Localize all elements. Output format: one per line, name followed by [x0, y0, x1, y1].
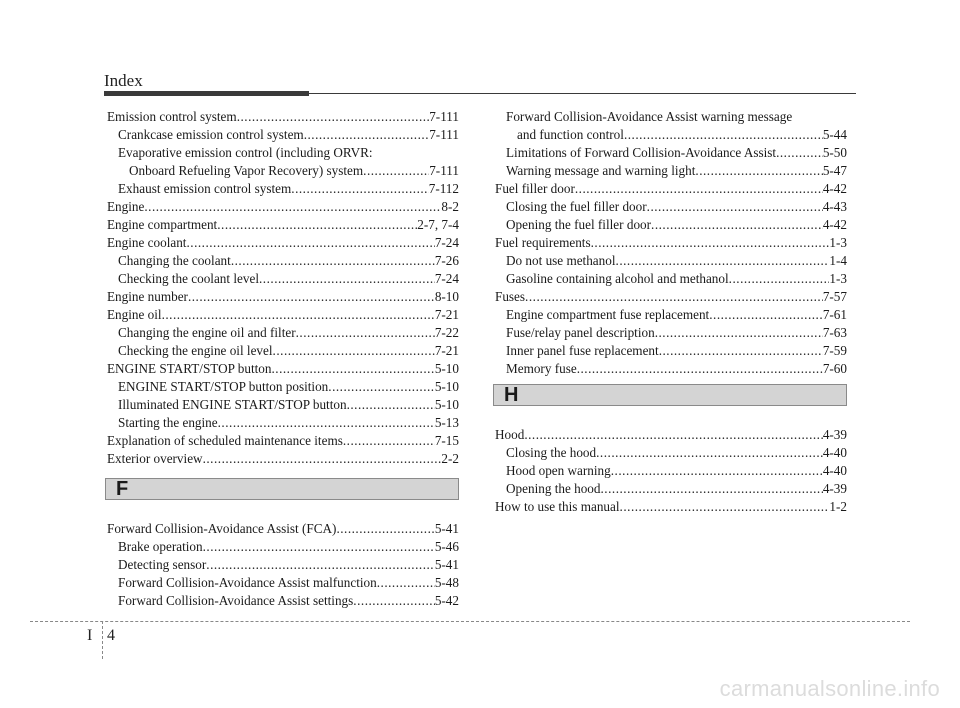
index-entry	[495, 498, 847, 516]
entry-topic: ENGINE START/STOP button	[107, 361, 272, 376]
entry-topic: Engine	[107, 199, 145, 214]
index-entry	[495, 306, 847, 324]
index-entry	[107, 288, 459, 306]
index-entry	[495, 216, 847, 234]
entry-topic: Fuses	[495, 289, 526, 304]
index-entry	[495, 444, 847, 462]
entry-page-ref: 7-111	[429, 127, 459, 142]
dot-leader	[353, 592, 435, 610]
entry-topic: Crankcase emission control system	[118, 127, 304, 142]
index-entry	[495, 480, 847, 498]
index-entry	[107, 360, 459, 378]
footer-rule	[30, 621, 910, 622]
entry-page-ref: 4-40	[822, 445, 847, 460]
entry-topic: Emission control system	[107, 109, 237, 124]
index-list	[107, 108, 459, 468]
entry-topic: Do not use methanol	[506, 253, 616, 268]
entry-page-ref: 4-39	[822, 481, 847, 496]
entry-topic: Hood open warning	[506, 463, 611, 478]
index-entry	[107, 556, 459, 574]
entry-page-ref: 4-42	[822, 217, 847, 232]
dot-leader	[296, 324, 435, 342]
entry-page-ref: 7-21	[434, 307, 459, 322]
index-entry	[495, 360, 847, 378]
entry-topic: Explanation of scheduled maintenance items	[107, 433, 343, 448]
entry-page-ref: 5-48	[434, 575, 459, 590]
entry-topic: Forward Collision-Avoidance Assist warning message	[506, 109, 793, 124]
index-entry	[107, 108, 459, 126]
entry-page-ref: 5-41	[434, 521, 459, 536]
dot-leader	[203, 538, 435, 556]
index-entry	[107, 126, 459, 144]
index-entry	[107, 592, 459, 610]
entry-topic: Checking the engine oil level	[118, 343, 273, 358]
index-entry	[107, 396, 459, 414]
entry-topic: Engine coolant	[107, 235, 187, 250]
entry-topic: Engine number	[107, 289, 188, 304]
entry-topic: Closing the hood	[506, 445, 597, 460]
index-entry	[107, 144, 459, 162]
dot-leader	[328, 378, 435, 396]
page-title: Index	[104, 71, 143, 90]
section-header-h	[493, 384, 847, 406]
entry-page-ref: 7-57	[822, 289, 847, 304]
index-entry	[495, 462, 847, 480]
dot-leader	[206, 556, 435, 574]
entry-page-ref: 1-3	[829, 271, 847, 286]
index-entry	[495, 342, 847, 360]
entry-topic: Engine oil	[107, 307, 162, 322]
dot-leader	[188, 288, 435, 306]
entry-topic: Opening the hood	[506, 481, 601, 496]
index-entry	[107, 450, 459, 468]
entry-topic: Evaporative emission control (including ORVR:	[118, 145, 373, 160]
entry-page-ref: 4-39	[822, 427, 847, 442]
index-entry	[107, 324, 459, 342]
entry-topic: Onboard Refueling Vapor Recovery) system	[129, 163, 364, 178]
dot-leader	[291, 180, 428, 198]
index-column-right	[495, 108, 847, 516]
index-entry	[107, 234, 459, 252]
dot-leader	[343, 432, 435, 450]
section-letter: H	[504, 384, 519, 406]
dot-leader	[591, 234, 830, 252]
index-column-left	[107, 108, 459, 610]
entry-page-ref: 5-10	[434, 397, 459, 412]
dot-leader	[601, 480, 823, 498]
entry-topic: Memory fuse	[506, 361, 577, 376]
index-entry	[495, 198, 847, 216]
entry-page-ref: 7-26	[434, 253, 459, 268]
entry-page-ref: 2-7, 7-4	[417, 217, 459, 232]
entry-topic: Fuel filler door	[495, 181, 575, 196]
index-entry	[495, 288, 847, 306]
index-entry	[495, 252, 847, 270]
entry-page-ref: 4-40	[822, 463, 847, 478]
entry-topic: Inner panel fuse replacement	[506, 343, 659, 358]
dot-leader	[611, 462, 823, 480]
entry-page-ref: 7-61	[822, 307, 847, 322]
entry-page-ref: 1-3	[829, 235, 847, 250]
entry-page-ref: 5-41	[434, 557, 459, 572]
index-list	[107, 520, 459, 610]
index-entry	[107, 216, 459, 234]
entry-topic: Fuel requirements	[495, 235, 591, 250]
dot-leader	[162, 306, 435, 324]
entry-topic: Closing the fuel filler door	[506, 199, 647, 214]
dot-leader	[203, 450, 442, 468]
entry-page-ref: 7-24	[434, 271, 459, 286]
entry-page-ref: 5-10	[434, 379, 459, 394]
entry-page-ref: 7-21	[434, 343, 459, 358]
entry-topic: Warning message and warning light	[506, 163, 696, 178]
index-entry	[107, 432, 459, 450]
dot-leader	[525, 288, 823, 306]
entry-page-ref: 5-13	[434, 415, 459, 430]
entry-page-ref: 7-15	[434, 433, 459, 448]
entry-topic: How to use this manual	[495, 499, 620, 514]
dot-leader	[651, 216, 823, 234]
footer-divider	[102, 621, 103, 659]
entry-topic: Changing the coolant	[118, 253, 231, 268]
dot-leader	[776, 144, 823, 162]
entry-topic: Brake operation	[118, 539, 203, 554]
entry-topic: Limitations of Forward Collision-Avoidance Assist	[506, 145, 777, 160]
entry-topic: Opening the fuel filler door	[506, 217, 652, 232]
entry-topic: Engine compartment fuse replacement	[506, 307, 710, 322]
entry-page-ref: 5-44	[822, 127, 847, 142]
dot-leader	[347, 396, 435, 414]
entry-page-ref: 1-2	[829, 499, 847, 514]
dot-leader	[363, 162, 429, 180]
section-header-f	[105, 478, 459, 500]
dot-leader	[616, 252, 830, 270]
dot-leader	[336, 520, 434, 538]
dot-leader	[231, 252, 435, 270]
dot-leader	[259, 270, 435, 288]
entry-page-ref: 7-63	[822, 325, 847, 340]
entry-topic: Exterior overview	[107, 451, 203, 466]
index-entry	[495, 144, 847, 162]
entry-topic: Detecting sensor	[118, 557, 207, 572]
dot-leader	[577, 360, 823, 378]
dot-leader	[709, 306, 823, 324]
index-entry	[495, 426, 847, 444]
dot-leader	[596, 444, 823, 462]
dot-leader	[655, 324, 823, 342]
dot-leader	[647, 198, 823, 216]
index-entry	[107, 270, 459, 288]
entry-topic: Exhaust emission control system	[118, 181, 292, 196]
entry-topic: Illuminated ENGINE START/STOP button	[118, 397, 347, 412]
entry-page-ref: 5-10	[434, 361, 459, 376]
index-entry	[495, 180, 847, 198]
entry-page-ref: 5-47	[822, 163, 847, 178]
index-entry	[107, 414, 459, 432]
index-entry	[495, 126, 847, 144]
index-entry	[107, 198, 459, 216]
dot-leader	[575, 180, 823, 198]
index-entry	[107, 180, 459, 198]
entry-page-ref: 7-112	[428, 181, 459, 196]
entry-page-ref: 7-60	[822, 361, 847, 376]
dot-leader	[695, 162, 822, 180]
entry-page-ref: 5-42	[434, 593, 459, 608]
dot-leader	[273, 342, 435, 360]
watermark: carmanualsonline.info	[719, 676, 940, 701]
entry-topic: Changing the engine oil and filter	[118, 325, 296, 340]
dot-leader	[237, 108, 430, 126]
entry-topic: Forward Collision-Avoidance Assist malfunction	[118, 575, 377, 590]
entry-page-ref: 2-2	[441, 451, 459, 466]
dot-leader	[217, 216, 417, 234]
entry-page-ref: 4-43	[822, 199, 847, 214]
entry-topic: ENGINE START/STOP button position	[118, 379, 329, 394]
entry-topic: Checking the coolant level	[118, 271, 259, 286]
entry-page-ref: 7-111	[429, 163, 459, 178]
index-entry	[495, 324, 847, 342]
entry-topic: Forward Collision-Avoidance Assist (FCA)	[107, 521, 337, 536]
index-list	[495, 108, 847, 378]
dot-leader	[271, 360, 434, 378]
entry-page-ref: 7-59	[822, 343, 847, 358]
entry-page-ref: 5-50	[822, 145, 847, 160]
entry-page-ref: 8-10	[434, 289, 459, 304]
index-list	[495, 426, 847, 516]
index-entry	[107, 520, 459, 538]
footer-section-letter: I	[87, 627, 93, 644]
entry-page-ref: 7-22	[434, 325, 459, 340]
entry-page-ref: 8-2	[441, 199, 459, 214]
index-entry	[107, 574, 459, 592]
index-entry	[107, 378, 459, 396]
dot-leader	[524, 426, 823, 444]
index-entry	[107, 252, 459, 270]
dot-leader	[659, 342, 823, 360]
dot-leader	[729, 270, 830, 288]
entry-topic: Forward Collision-Avoidance Assist settings	[118, 593, 354, 608]
entry-page-ref: 5-46	[434, 539, 459, 554]
page-number: 4	[107, 627, 115, 644]
index-entry	[107, 162, 459, 180]
entry-page-ref: 1-4	[829, 253, 847, 268]
index-entry	[495, 234, 847, 252]
entry-topic: and function control	[517, 127, 624, 142]
dot-leader	[218, 414, 435, 432]
entry-topic: Gasoline containing alcohol and methanol	[506, 271, 729, 286]
dot-leader	[620, 498, 830, 516]
index-entry	[107, 342, 459, 360]
dot-leader	[304, 126, 430, 144]
entry-page-ref: 4-42	[822, 181, 847, 196]
index-entry	[495, 162, 847, 180]
entry-page-ref: 7-24	[434, 235, 459, 250]
dot-leader	[624, 126, 823, 144]
index-entry	[495, 108, 847, 126]
header-rule	[104, 93, 856, 94]
entry-topic: Starting the engine	[118, 415, 218, 430]
index-entry	[495, 270, 847, 288]
entry-topic: Fuse/relay panel description	[506, 325, 655, 340]
index-entry	[107, 306, 459, 324]
entry-topic: Engine compartment	[107, 217, 218, 232]
dot-leader	[186, 234, 434, 252]
dot-leader	[144, 198, 441, 216]
dot-leader	[377, 574, 435, 592]
index-entry	[107, 538, 459, 556]
entry-page-ref: 7-111	[429, 109, 459, 124]
section-letter: F	[116, 478, 129, 500]
entry-topic: Hood	[495, 427, 525, 442]
